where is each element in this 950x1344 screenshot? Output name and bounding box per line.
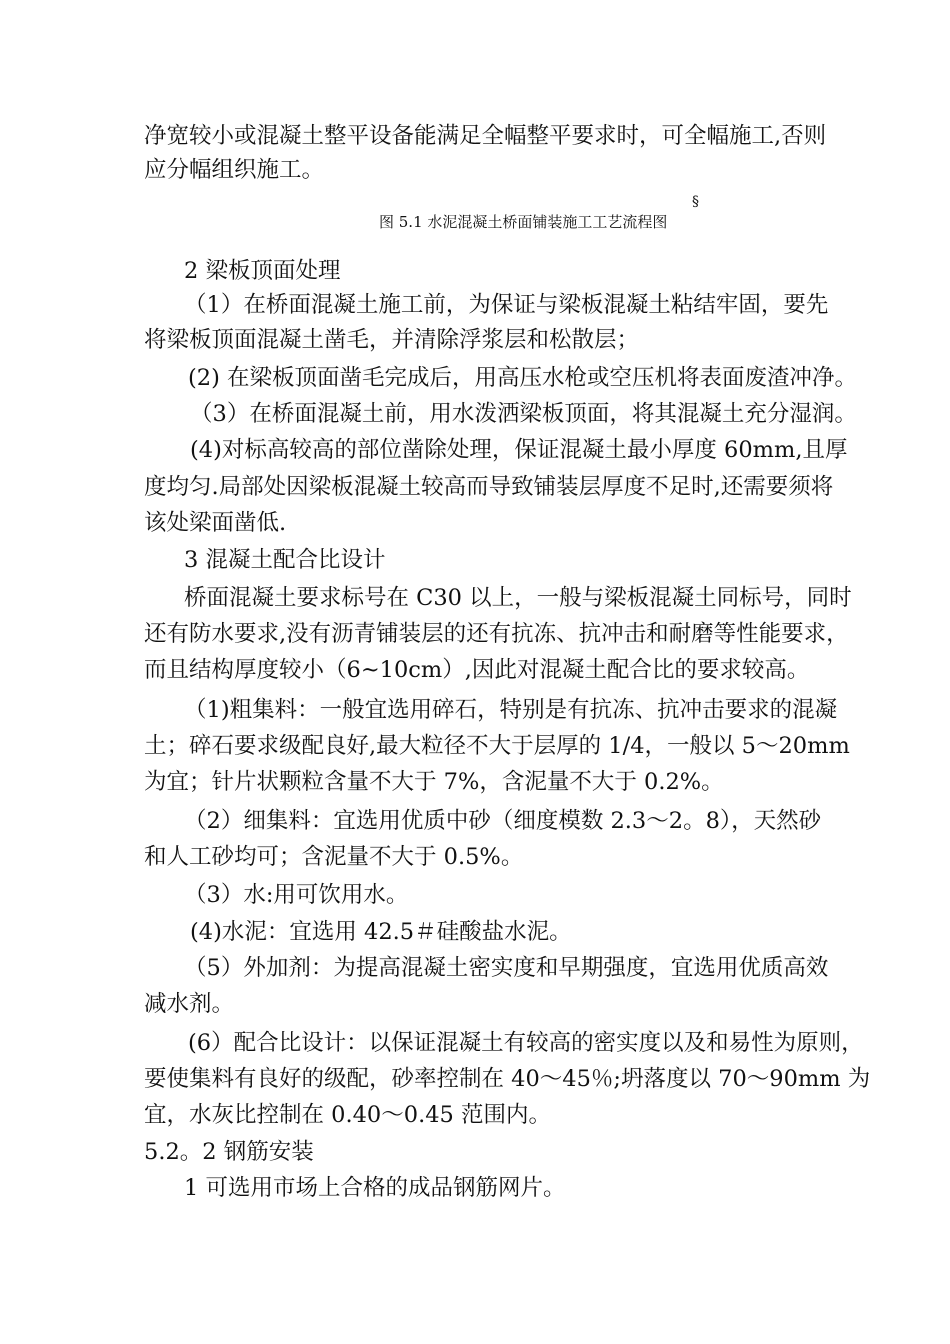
figure-caption: 图 5.1 水泥混凝土桥面铺装施工工艺流程图: [379, 213, 668, 231]
paragraph-line: (2) 在梁板顶面凿毛完成后，用高压水枪或空压机将表面废渣冲净。: [188, 365, 858, 391]
section-mark: §: [692, 194, 699, 210]
section-heading: 5.2。2 钢筋安装: [144, 1139, 314, 1165]
paragraph-line: （2）细集料：宜选用优质中砂（细度模数 2.3～2。8），天然砂: [184, 808, 822, 834]
paragraph-line: 还有防水要求,没有沥青铺装层的还有抗冻、抗冲击和耐磨等性能要求，: [144, 621, 849, 647]
paragraph-line: 为宜；针片状颗粒含量不大于 7%，含泥量不大于 0.2%。: [144, 769, 724, 795]
paragraph-line: 土；碎石要求级配良好,最大粒径不大于层厚的 1/4，一般以 5～20mm: [144, 733, 850, 759]
paragraph-line: （1)粗集料：一般宜选用碎石，特别是有抗冻、抗冲击要求的混凝: [184, 697, 838, 723]
paragraph-line: (6）配合比设计：以保证混凝土有较高的密实度以及和易性为原则，: [188, 1030, 864, 1056]
paragraph-line: （3）在桥面混凝土前，用水泼洒梁板顶面，将其混凝土充分湿润。: [190, 401, 857, 427]
paragraph-line: (4)水泥：宜选用 42.5＃硅酸盐水泥。: [190, 919, 572, 945]
paragraph-line: 而且结构厚度较小（6~10cm）,因此对混凝土配合比的要求较高。: [144, 657, 810, 683]
paragraph-line: (4)对标高较高的部位凿除处理，保证混凝土最小厚度 60mm,且厚: [190, 437, 848, 463]
section-heading: 2 梁板顶面处理: [184, 258, 341, 284]
paragraph-line: 应分幅组织施工。: [144, 157, 325, 183]
section-heading: 3 混凝土配合比设计: [184, 547, 386, 573]
paragraph-line: 将梁板顶面混凝土凿毛，并清除浮浆层和松散层；: [144, 327, 640, 353]
paragraph-line: 度均匀.局部处因梁板混凝土较高而导致铺装层厚度不足时,还需要须将: [144, 474, 834, 500]
paragraph-line: 减水剂。: [144, 991, 235, 1017]
paragraph-line: 桥面混凝土要求标号在 C30 以上，一般与梁板混凝土同标号，同时: [184, 585, 852, 611]
paragraph-line: 要使集料有良好的级配，砂率控制在 40～45％;坍落度以 70～90mm 为: [144, 1066, 871, 1092]
paragraph-line: （5）外加剂：为提高混凝土密实度和早期强度，宜选用优质高效: [184, 955, 829, 981]
paragraph-line: 1 可选用市场上合格的成品钢筋网片。: [184, 1175, 566, 1201]
paragraph-line: （1）在桥面混凝土施工前，为保证与梁板混凝土粘结牢固，要先: [184, 292, 829, 318]
paragraph-line: 净宽较小或混凝土整平设备能满足全幅整平要求时，可全幅施工,否则: [144, 123, 827, 149]
paragraph-line: 宜，水灰比控制在 0.40～0.45 范围内。: [144, 1102, 552, 1128]
paragraph-line: （3）水:用可饮用水。: [184, 882, 409, 908]
paragraph-line: 该处梁面凿低.: [144, 510, 287, 536]
paragraph-line: 和人工砂均可；含泥量不大于 0.5%。: [144, 844, 524, 870]
